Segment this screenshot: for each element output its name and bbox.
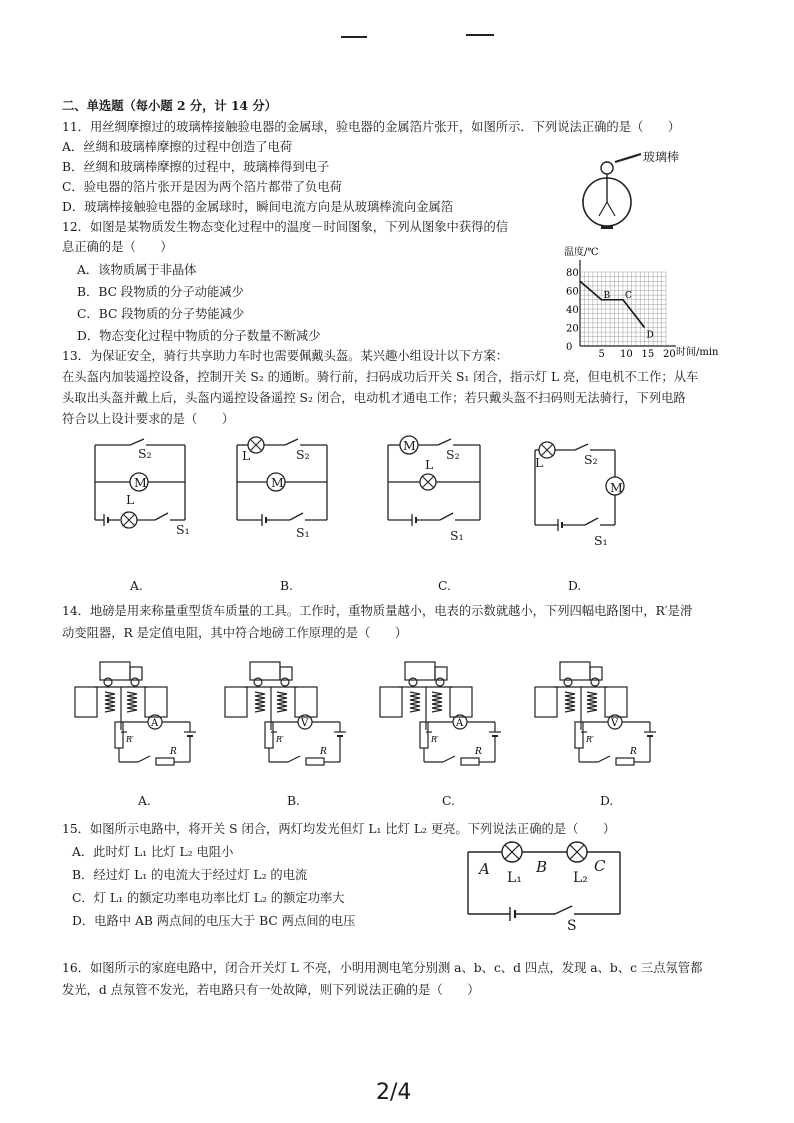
q12-stem-line1: 12．如图是某物质发生物态变化过程中的温度－时间图象，下列从图象中获得的信	[62, 220, 509, 234]
truck-wheel	[591, 678, 599, 686]
section-title: 二、单选题（每小题 2 分，计 14 分）	[62, 98, 277, 113]
q13d-s2: S₂	[584, 452, 598, 467]
q15-circuit	[460, 838, 630, 933]
q13b-motor: M	[271, 475, 284, 490]
spring	[432, 700, 442, 704]
spring	[105, 700, 115, 704]
spring	[410, 704, 420, 708]
top-mark-right	[466, 34, 494, 36]
q13c-s2: S₂	[446, 447, 460, 462]
spring	[432, 708, 442, 712]
q12-option-b: B．BC 段物质的分子动能减少	[77, 285, 244, 299]
truck-wheel	[104, 678, 112, 686]
spring	[565, 708, 575, 712]
q11-option-b: B．丝绸和玻璃棒摩擦的过程中，玻璃棒得到电子	[62, 160, 330, 174]
spring	[565, 696, 575, 700]
spring	[255, 708, 265, 712]
q14-choice-c: C.	[442, 794, 455, 808]
q15-option-b: B．经过灯 L₁ 的电流大于经过灯 L₂ 的电流	[72, 868, 308, 882]
q16-stem-line2: 发光，d 点氖管不发光，若电路只有一处故障，则下列说法正确的是（ ）	[62, 983, 480, 997]
truck-wheel	[409, 678, 417, 686]
rheostat	[420, 722, 428, 748]
q13d-s1: S₁	[594, 533, 608, 548]
q13c-lamp: L	[425, 457, 434, 472]
fixed-resistor-label: R	[170, 747, 177, 757]
q15-switch-s: S	[567, 918, 577, 934]
q13a-s2: S₂	[138, 446, 152, 461]
q14-choice-d: D.	[600, 794, 614, 808]
switch	[288, 756, 300, 762]
q13-circuit-c	[388, 436, 480, 526]
fixed-resistor	[306, 758, 324, 765]
truck-body	[100, 662, 130, 680]
spring	[105, 692, 115, 696]
weighbridge-circuit-a	[75, 662, 196, 765]
q11-stem: 11．用丝绸摩擦过的玻璃棒接触验电器的金属球，验电器的金属箔片张开，如图所示．下列说法正确的是（ ）	[62, 120, 681, 134]
q13b-s2: S₂	[296, 447, 310, 462]
pit-wall	[605, 687, 627, 717]
q15-option-a: A．此时灯 L₁ 比灯 L₂ 电阻小	[72, 845, 234, 859]
spring	[127, 700, 137, 704]
q13-choice-d: D.	[568, 579, 582, 593]
q13d-motor: M	[610, 480, 623, 495]
q13c-motor: M	[403, 438, 416, 453]
q13c-s1: S₁	[450, 528, 464, 543]
rheostat	[575, 722, 583, 748]
q13a-motor: M	[134, 475, 147, 490]
spring	[587, 700, 597, 704]
spring	[432, 692, 442, 696]
q11-option-d: D．玻璃棒接触验电器的金属球时，瞬间电流方向是从玻璃棒流向金属箔	[62, 200, 454, 214]
q13d-lamp: L	[535, 455, 544, 470]
truck-wheel	[436, 678, 444, 686]
spring	[587, 704, 597, 708]
fixed-resistor-label: R	[630, 747, 637, 757]
q15-point-b: B	[536, 858, 548, 876]
q13-stem-line2: 在头盔内加装遥控设备，控制开关 S₂ 的通断。骑行前，扫码成功后开关 S₁ 闭合，指示灯 L 亮，但电机不工作；从车	[62, 370, 699, 384]
x-tick-label: 5	[598, 349, 605, 360]
rheostat-label: R′	[126, 735, 134, 744]
q12-option-d: D．物态变化过程中物质的分子数量不断减少	[77, 329, 321, 343]
q13-choice-b: B.	[280, 579, 293, 593]
spring	[565, 700, 575, 704]
spring	[587, 708, 597, 712]
y-tick-label: 60	[566, 286, 579, 298]
spring	[432, 696, 442, 700]
pit-wall	[75, 687, 97, 717]
point-label-D: D	[646, 330, 654, 341]
q12-option-c: C．BC 段物质的分子势能减少	[77, 307, 245, 321]
spring	[127, 696, 137, 700]
q13-choice-c: C.	[438, 579, 451, 593]
truck-body	[250, 662, 280, 680]
point-label-B: B	[603, 290, 611, 301]
q11-option-c: C．验电器的箔片张开是因为两个箔片都带了负电荷	[62, 180, 342, 194]
q14-stem-line2: 动变阻器，R 是定值电阻，其中符合地磅工作原理的是（ ）	[62, 626, 408, 640]
meter-label: V	[301, 718, 309, 729]
y-tick-label: 20	[566, 323, 579, 335]
q13a-lamp: L	[126, 492, 135, 507]
q15-stem: 15．如图所示电路中，将开关 S 闭合，两灯均发光但灯 L₁ 比灯 L₂ 更亮。下列说法正确的是（ ）	[62, 822, 616, 836]
spring	[255, 700, 265, 704]
spring	[410, 696, 420, 700]
switch	[138, 756, 150, 762]
switch	[598, 756, 610, 762]
q11-option-a: A．丝绸和玻璃棒摩擦的过程中创造了电荷	[62, 140, 293, 154]
spring	[277, 704, 287, 708]
q12-stem-line2: 息正确的是（ ）	[62, 240, 173, 254]
q13-stem-line1: 13．为保证安全，骑行共享助力车时也需要佩戴头盔。某兴趣小组设计以下方案：	[62, 349, 509, 363]
pit-wall	[225, 687, 247, 717]
glass-rod-label: 玻璃棒	[643, 150, 680, 164]
pit-wall	[450, 687, 472, 717]
truck-wheel	[281, 678, 289, 686]
q15-point-a: A	[479, 860, 490, 878]
temperature-time-chart	[540, 238, 730, 360]
page-number: 2/4	[376, 1080, 412, 1105]
fixed-resistor	[461, 758, 479, 765]
weighbridge-circuit-d	[535, 662, 656, 765]
pit-wall	[535, 687, 557, 717]
x-tick-label: 15	[641, 349, 655, 360]
pit-wall	[380, 687, 402, 717]
truck-wheel	[564, 678, 572, 686]
rheostat-label: R′	[431, 735, 439, 744]
spring	[410, 692, 420, 696]
meter-label: A	[151, 718, 159, 729]
q13b-s1: S₁	[296, 525, 310, 540]
weighbridge-circuit-c	[380, 662, 501, 765]
spring	[105, 708, 115, 712]
truck-wheel	[131, 678, 139, 686]
q13b-lamp: L	[242, 448, 251, 463]
chart-xlabel: 时间/min	[676, 347, 719, 358]
q13-stem-line4: 符合以上设计要求的是（ ）	[62, 412, 235, 426]
fixed-resistor	[616, 758, 634, 765]
q15-point-c: C	[594, 857, 606, 875]
q13-choice-a: A.	[130, 579, 143, 593]
spring	[565, 692, 575, 696]
spring	[255, 692, 265, 696]
spring	[255, 696, 265, 700]
spring	[105, 704, 115, 708]
spring	[127, 692, 137, 696]
q14-choice-b: B.	[287, 794, 300, 808]
spring	[277, 692, 287, 696]
meter-label: V	[611, 718, 619, 729]
q14-choice-a: A.	[138, 794, 151, 808]
truck-wheel	[254, 678, 262, 686]
fixed-resistor-label: R	[320, 747, 327, 757]
pit-wall	[295, 687, 317, 717]
truck-body	[560, 662, 590, 680]
truck-body	[405, 662, 435, 680]
spring	[410, 708, 420, 712]
y-tick-label: 40	[566, 305, 579, 316]
spring	[410, 700, 420, 704]
spring	[277, 696, 287, 700]
rheostat	[265, 722, 273, 748]
q16-stem-line1: 16．如图所示的家庭电路中，闭合开关灯 L 不亮，小明用测电笔分别测 a、b、c、d 四点，发现 a、b、c 三点氖管都	[62, 961, 703, 975]
point-label-C: C	[625, 290, 632, 301]
x-tick-label: 10	[620, 349, 633, 360]
y-tick-label: 80	[566, 268, 579, 279]
spring	[127, 704, 137, 708]
q13a-s1: S₁	[176, 522, 190, 537]
spring	[277, 708, 287, 712]
q12-option-a: A．该物质属于非晶体	[77, 263, 197, 277]
switch	[443, 756, 455, 762]
spring	[587, 696, 597, 700]
spring	[432, 704, 442, 708]
q15-lamp-l1: L₁	[507, 870, 522, 886]
rheostat	[115, 722, 123, 748]
pit-wall	[145, 687, 167, 717]
meter-label: A	[456, 718, 464, 729]
q13-circuits	[80, 430, 640, 550]
q15-option-c: C．灯 L₁ 的额定功率电功率比灯 L₂ 的额定功率大	[72, 891, 345, 905]
chart-ylabel: 温度/℃	[564, 247, 599, 258]
q15-option-d: D．电路中 AB 两点间的电压大于 BC 两点间的电压	[72, 914, 356, 928]
weighbridge-circuit-b	[225, 662, 346, 765]
y-tick-label: 0	[566, 342, 573, 353]
q15-lamp-l2: L₂	[573, 870, 588, 886]
q14-stem-line1: 14．地磅是用来称量重型货车质量的工具。工作时，重物质量越小，电表的示数就越小，下列四幅电路图中，R′是滑	[62, 604, 693, 618]
spring	[587, 692, 597, 696]
top-mark-left	[341, 36, 367, 38]
rheostat-label: R′	[586, 735, 594, 744]
x-tick-label: 20	[663, 349, 676, 360]
spring	[277, 700, 287, 704]
spring	[565, 704, 575, 708]
rheostat-label: R′	[276, 735, 284, 744]
q14-circuits	[60, 650, 660, 780]
fixed-resistor	[156, 758, 174, 765]
q13-stem-line3: 头取出头盔并戴上后，头盔内遥控设备遥控 S₂ 闭合，电动机才通电工作；若只戴头盔不扫码则无法骑行，下列电路	[62, 391, 686, 405]
spring	[255, 704, 265, 708]
fixed-resistor-label: R	[475, 747, 482, 757]
spring	[105, 696, 115, 700]
spring	[127, 708, 137, 712]
